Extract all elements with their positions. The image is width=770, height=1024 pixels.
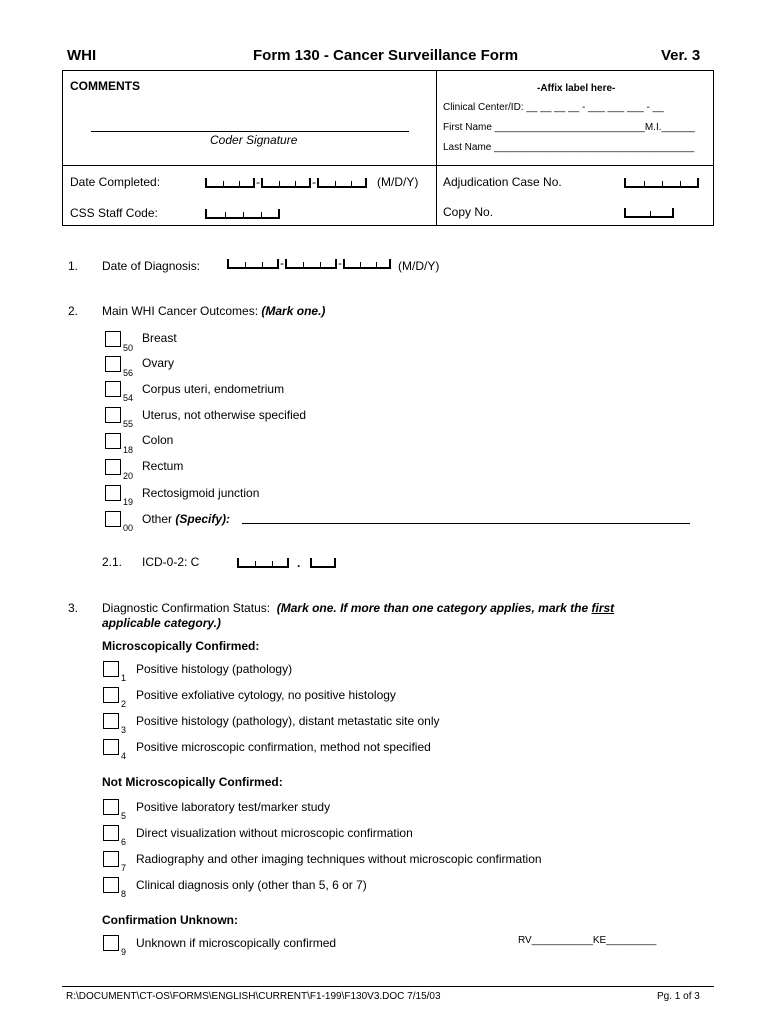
confirm-2-checkbox[interactable] <box>103 687 119 703</box>
comments-label: COMMENTS <box>70 79 140 93</box>
outcome-rectum-checkbox[interactable] <box>105 459 121 475</box>
option-code: 6 <box>121 837 127 847</box>
option-label: Breast <box>142 331 177 345</box>
option-label: Clinical diagnosis only (other than 5, 6 or 7) <box>136 878 367 892</box>
confirm-8-checkbox[interactable] <box>103 877 119 893</box>
coder-signature-label: Coder Signature <box>210 133 298 147</box>
outcome-breast-checkbox[interactable] <box>105 331 121 347</box>
option-code: 18 <box>123 445 134 455</box>
option-label: Rectosigmoid junction <box>142 486 260 500</box>
option-code: 2 <box>121 699 127 709</box>
confirm-1-checkbox[interactable] <box>103 661 119 677</box>
outcome-rectosigmoid-checkbox[interactable] <box>105 485 121 501</box>
css-staff-code-label: CSS Staff Code: <box>70 206 158 220</box>
option-code: 8 <box>121 889 127 899</box>
option-label: Positive exfoliative cytology, no positive histology <box>136 688 396 702</box>
copy-no-input[interactable] <box>624 208 674 218</box>
option-code: 55 <box>123 419 134 429</box>
copy-no-label: Copy No. <box>443 205 494 219</box>
date-completed-year[interactable] <box>317 178 367 188</box>
option-label: Ovary <box>142 356 175 370</box>
q2-number: 2. <box>68 304 79 318</box>
rv-ke-field[interactable]: RV___________KE_________ <box>518 935 657 946</box>
confirm-4-checkbox[interactable] <box>103 739 119 755</box>
q1-format: (M/D/Y) <box>398 259 440 273</box>
date-completed-month[interactable] <box>205 178 255 188</box>
outcome-ovary-checkbox[interactable] <box>105 356 121 372</box>
option-label: Uterus, not otherwise specified <box>142 408 307 422</box>
outcome-corpus-uteri-checkbox[interactable] <box>105 381 121 397</box>
option-code: 54 <box>123 393 134 403</box>
option-label: Other (Specify): <box>142 512 231 526</box>
clinical-center-id: Clinical Center/ID: __ __ __ __ - ___ ___ ___ - __ <box>443 102 664 113</box>
last-name-field[interactable]: Last Name ____________________________________ <box>443 142 695 153</box>
adjudication-case-input[interactable] <box>624 178 699 188</box>
confirm-3-checkbox[interactable] <box>103 713 119 729</box>
outcome-other-checkbox[interactable] <box>105 511 121 527</box>
option-label: Colon <box>142 433 174 447</box>
date-completed-format: (M/D/Y) <box>377 175 419 189</box>
option-code: 1 <box>121 673 127 683</box>
identification-box: COMMENTS Coder Signature -Affix label here- Clinical Center/ID: __ __ __ __ - ___ ___ ___ - __ First Name ___________________________M.I.______ Last Name ____________________________________ Date Completed: - - (M/D/Y) CSS Staff Code: Adjudication Case No. Copy No. <box>62 70 714 226</box>
q2-instruction: (Mark one.) <box>261 304 326 318</box>
other-specify-line[interactable] <box>242 523 690 524</box>
option-label: Rectum <box>142 459 184 473</box>
option-label: Radiography and other imaging techniques without microscopic confirmation <box>136 852 542 866</box>
q21-number: 2.1. <box>102 555 123 569</box>
confirm-6-checkbox[interactable] <box>103 825 119 841</box>
option-label: Positive microscopic confirmation, method not specified <box>136 740 431 754</box>
css-staff-code-input[interactable] <box>205 209 280 219</box>
option-label: Direct visualization without microscopic confirmation <box>136 826 413 840</box>
affix-label: -Affix label here- <box>537 83 616 94</box>
q2-label: Main WHI Cancer Outcomes: (Mark one.) <box>102 304 326 318</box>
page-number: Pg. 1 of 3 <box>657 991 700 1002</box>
option-code: 5 <box>121 811 127 821</box>
option-code: 3 <box>121 725 127 735</box>
icd-suffix-input[interactable] <box>310 558 336 568</box>
option-code: 19 <box>123 497 134 507</box>
diagnosis-date-year[interactable] <box>343 259 391 269</box>
option-label: Unknown if microscopically confirmed <box>136 936 337 950</box>
diagnosis-date-month[interactable] <box>227 259 279 269</box>
first-name-field[interactable]: First Name ___________________________M.I.______ <box>443 122 695 133</box>
option-code: 4 <box>121 751 127 761</box>
outcome-uterus-nos-checkbox[interactable] <box>105 407 121 423</box>
not-micro-heading: Not Microscopically Confirmed: <box>102 775 283 789</box>
footer-divider <box>62 986 714 987</box>
header-whi: WHI <box>67 47 97 64</box>
icd-code-input[interactable] <box>237 558 289 568</box>
date-completed-day[interactable] <box>261 178 311 188</box>
option-code: 9 <box>121 947 127 957</box>
q3-label: Diagnostic Confirmation Status: (Mark one. If more than one category applies, mark the first applicable category.) <box>102 601 615 630</box>
option-label: Corpus uteri, endometrium <box>142 382 285 396</box>
footer-path: R:\DOCUMENT\CT-OS\FORMS\ENGLISH\CURRENT\F1-199\F130V3.DOC 7/15/03 <box>66 991 441 1002</box>
q1-label: Date of Diagnosis: <box>102 259 201 273</box>
q1-number: 1. <box>68 259 79 273</box>
option-code: 7 <box>121 863 127 873</box>
diagnosis-date-day[interactable] <box>285 259 337 269</box>
option-label: Positive histology (pathology), distant metastatic site only <box>136 714 440 728</box>
confirm-7-checkbox[interactable] <box>103 851 119 867</box>
confirm-9-checkbox[interactable] <box>103 935 119 951</box>
other-specify-label: (Specify): <box>175 512 231 526</box>
option-label: Positive laboratory test/marker study <box>136 800 331 814</box>
adjudication-case-label: Adjudication Case No. <box>443 175 562 189</box>
q3-number: 3. <box>68 601 79 615</box>
form-title: Form 130 - Cancer Surveillance Form <box>253 47 519 64</box>
option-code: 50 <box>123 343 134 353</box>
option-code: 00 <box>123 523 134 533</box>
confirm-5-checkbox[interactable] <box>103 799 119 815</box>
outcome-colon-checkbox[interactable] <box>105 433 121 449</box>
option-code: 20 <box>123 471 134 481</box>
date-completed-label: Date Completed: <box>70 175 161 189</box>
unknown-heading: Confirmation Unknown: <box>102 913 238 927</box>
option-code: 56 <box>123 368 134 378</box>
option-label: Positive histology (pathology) <box>136 662 293 676</box>
micro-heading: Microscopically Confirmed: <box>102 639 260 653</box>
q21-label: ICD-0-2: C <box>142 555 200 569</box>
form-version: Ver. 3 <box>661 47 701 64</box>
icd-dot: . <box>297 556 301 570</box>
